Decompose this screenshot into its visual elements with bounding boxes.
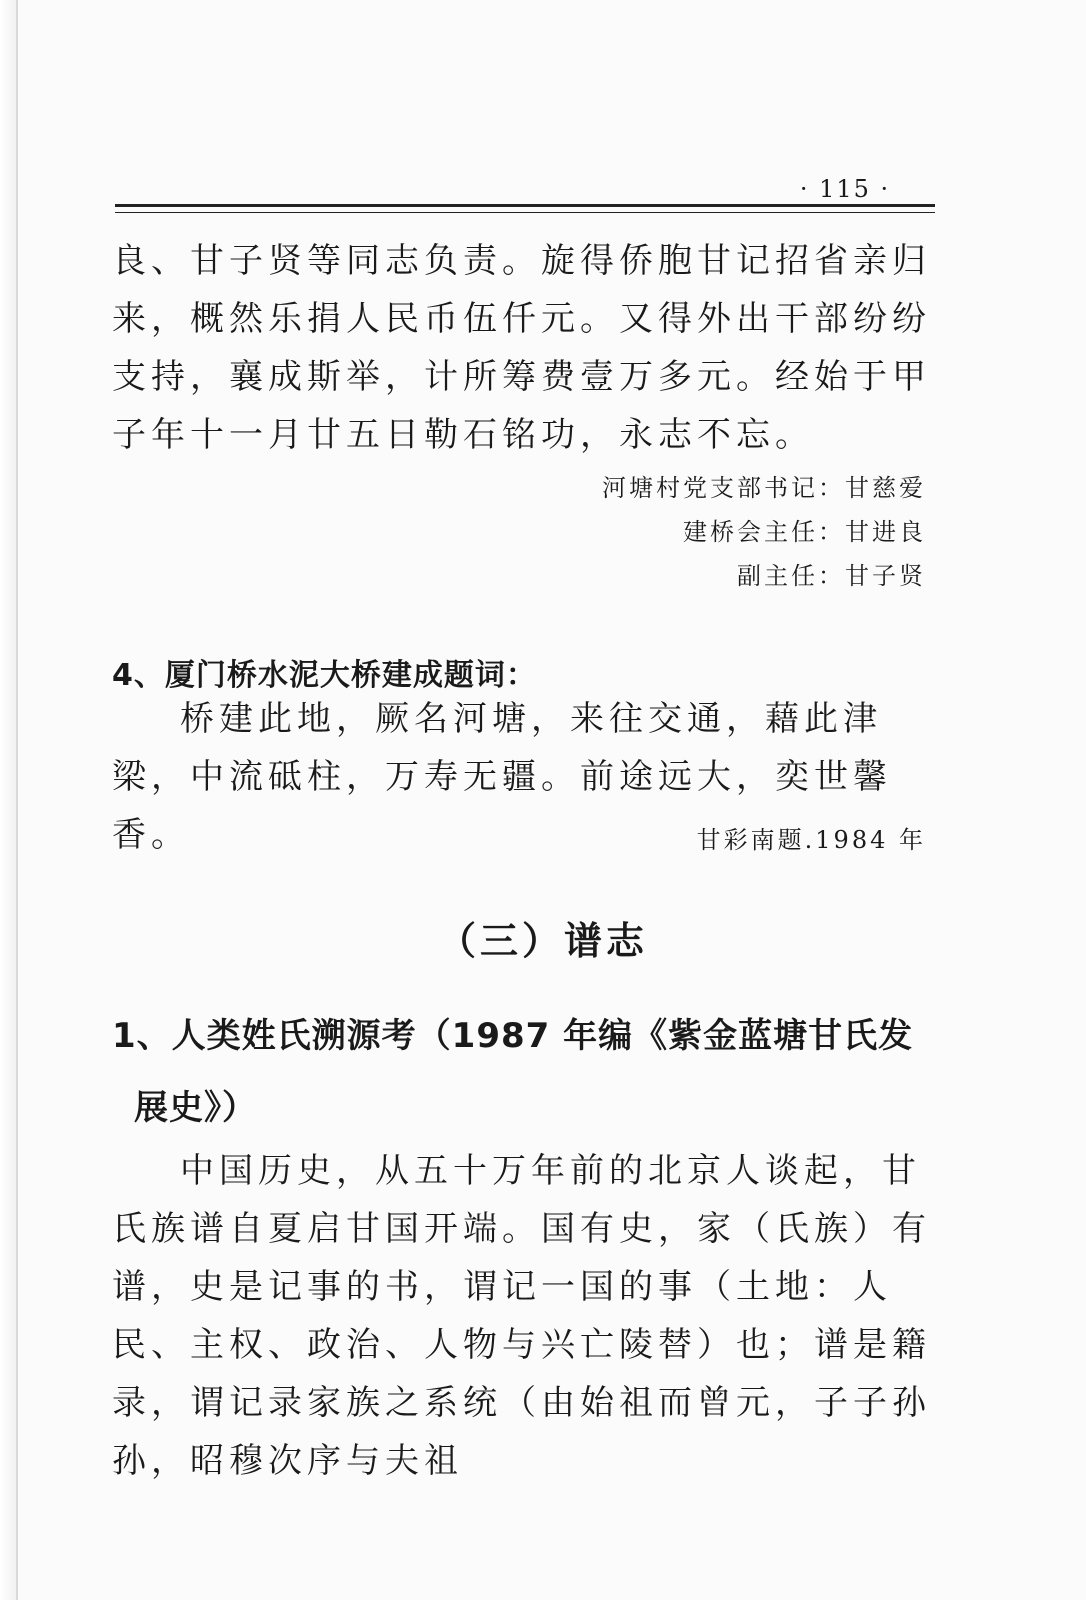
top-paragraph: 良、甘子贤等同志负责。旋得侨胞甘记招省亲归来，概然乐捐人民币伍仟元。又得外出干部纷纷支持，襄成斯举，计所筹费壹万多元。经始于甲子年十一月廿五日勒石铭功，永志不忘。 — [112, 241, 931, 455]
header-rule-thin — [115, 212, 935, 213]
article-heading-line-1: 1、人类姓氏溯源考（1987 年编《紫金蓝塘甘氏发 — [112, 1016, 914, 1056]
signature-line-2: 建桥会主任：甘进良 — [683, 518, 926, 546]
signature-line-1: 河塘村党支部书记：甘慈爱 — [602, 474, 926, 502]
page-number: · 115 · — [799, 175, 891, 203]
inscription-heading: 4、厦门桥水泥大桥建成题词： — [112, 658, 537, 693]
inscription-text: 桥建此地，厥名河塘，来往交通，藉此津梁，中流砥柱，万寿无疆。前途远大，奕世馨香。 — [112, 699, 892, 855]
section-title: （三）谱志 — [437, 919, 648, 963]
scan-edge — [0, 0, 16, 1600]
article-heading — [112, 1000, 932, 1144]
article-heading-line-2: 展史》） — [134, 1088, 257, 1128]
inscription-signature: 甘彩南题.1984 年 — [696, 826, 926, 854]
signature-line-3: 副主任：甘子贤 — [737, 562, 926, 590]
header-rule-thick — [115, 204, 935, 207]
article-text: 中国历史，从五十万年前的北京人谈起，甘氏族谱自夏启甘国开端。国有史，家（氏族）有谱，史是记事的书，谓记一国的事（土地：人民、主权、政治、人物与兴亡陵替）也；谱是籍录，谓记录家族之系统（由始祖而曾元，子子孙孙，昭穆次序与夫祖 — [112, 1151, 931, 1481]
